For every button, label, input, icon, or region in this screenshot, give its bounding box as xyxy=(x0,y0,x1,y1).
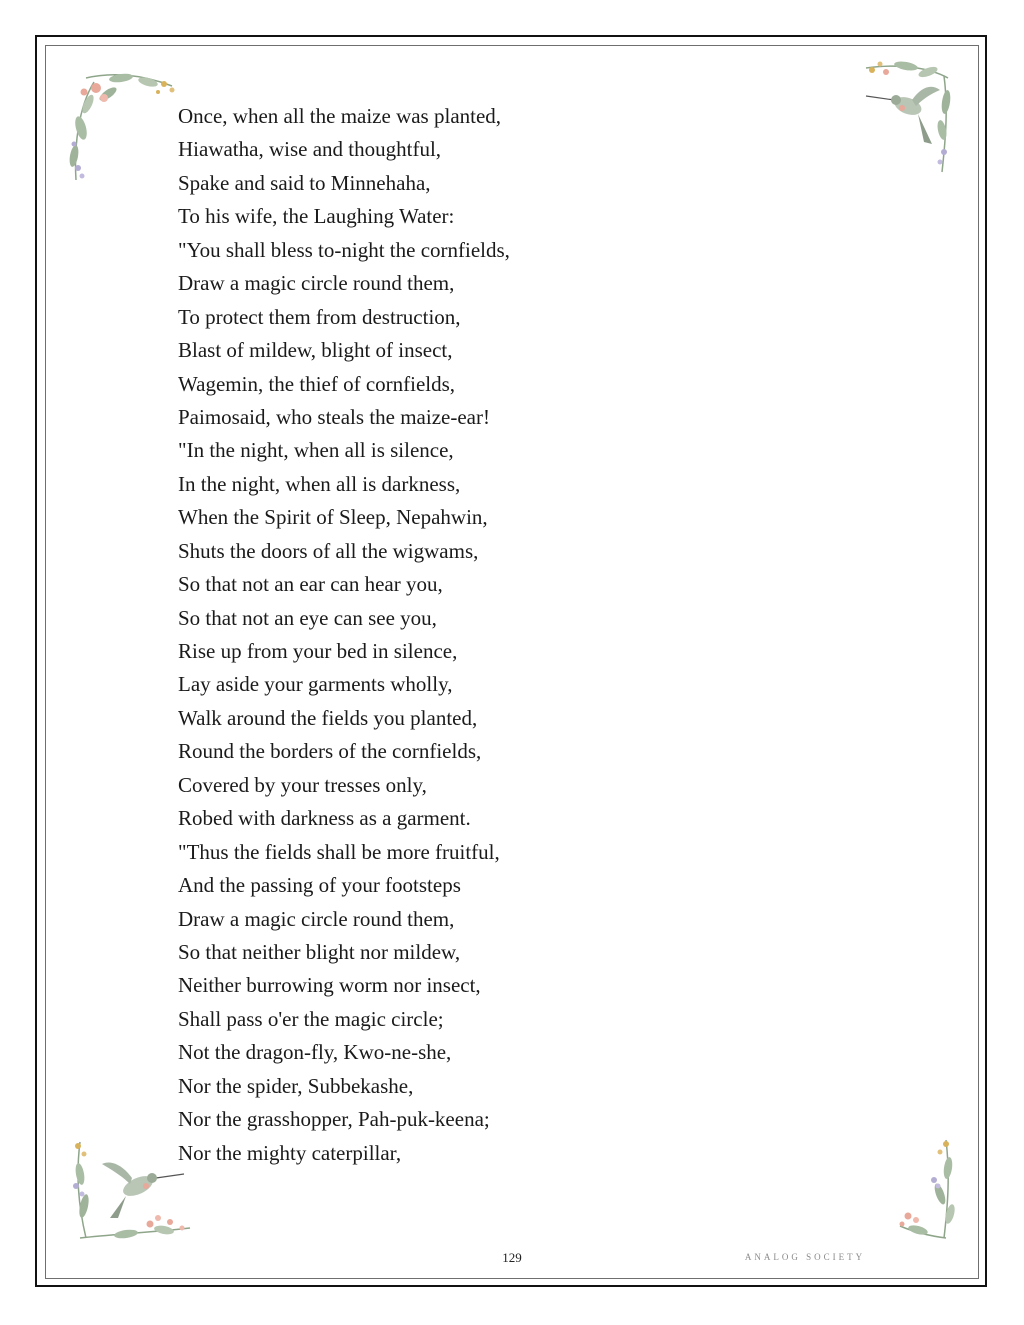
poem-line: Shall pass o'er the magic circle; xyxy=(178,1006,444,1031)
poem-line: Nor the mighty caterpillar, xyxy=(178,1140,402,1165)
poem-line: Rise up from your bed in silence, xyxy=(178,639,458,663)
poem-line: Paimosaid, who steals the maize-ear! xyxy=(178,404,490,429)
poem-line: Round the borders of the cornfields, xyxy=(178,739,482,764)
page-number: 129 xyxy=(502,1250,522,1265)
floral-corner-icon xyxy=(894,1134,960,1246)
brand-footer: ANALOG SOCIETY xyxy=(744,1252,866,1262)
poem-line: "In the night, when all is silence, xyxy=(178,438,454,463)
poem-line: Spake and said to Minnehaha, xyxy=(178,170,431,195)
top-right-hummingbird-corner xyxy=(856,56,956,178)
poem-line: Once, when all the maize was planted, xyxy=(178,104,502,128)
poem-line: "You shall bless to-night the cornfields, xyxy=(178,237,510,262)
poem-line: Covered by your tresses only, xyxy=(178,772,427,797)
hummingbird-floral-icon xyxy=(856,56,956,178)
bottom-left-hummingbird-corner xyxy=(66,1134,196,1246)
poem-line: And the passing of your footsteps xyxy=(178,873,461,898)
poem-line: Nor the grasshopper, Pah-puk-keena; xyxy=(178,1107,490,1132)
poem-text xyxy=(178,100,510,1170)
poem-line: "Thus the fields shall be more fruitful, xyxy=(178,839,500,864)
poem-line: Robed with darkness as a garment. xyxy=(178,806,471,831)
poem-line: So that not an eye can see you, xyxy=(178,605,437,630)
poem-line: Not the dragon-fly, Kwo-ne-she, xyxy=(178,1040,452,1065)
poem-line: Lay aside your garments wholly, xyxy=(178,672,453,697)
poem-line: Hiawatha, wise and thoughtful, xyxy=(178,137,442,162)
poem-line: Blast of mildew, blight of insect, xyxy=(178,338,453,363)
poem-line: Draw a magic circle round them, xyxy=(178,906,455,931)
hummingbird-floral-icon xyxy=(66,1134,196,1246)
poem-line: To protect them from destruction, xyxy=(178,304,461,329)
poem-line: When the Spirit of Sleep, Nepahwin, xyxy=(178,505,488,530)
poem-line: Wagemin, the thief of cornfields, xyxy=(178,371,456,396)
poem-line: Draw a magic circle round them, xyxy=(178,271,455,296)
poem-line: To his wife, the Laughing Water: xyxy=(178,204,455,229)
poem-line: Walk around the fields you planted, xyxy=(178,705,478,730)
bottom-right-floral-corner xyxy=(894,1134,960,1246)
poem-line: Neither burrowing worm nor insect, xyxy=(178,973,481,998)
poem-line: So that neither blight nor mildew, xyxy=(178,939,461,964)
poem-line: In the night, when all is darkness, xyxy=(178,471,461,496)
top-left-floral-corner xyxy=(66,68,182,188)
poem-line: Nor the spider, Subbekashe, xyxy=(178,1073,414,1098)
poem-line: So that not an ear can hear you, xyxy=(178,572,443,597)
poem-line: Shuts the doors of all the wigwams, xyxy=(178,538,479,563)
floral-corner-icon xyxy=(66,68,182,188)
